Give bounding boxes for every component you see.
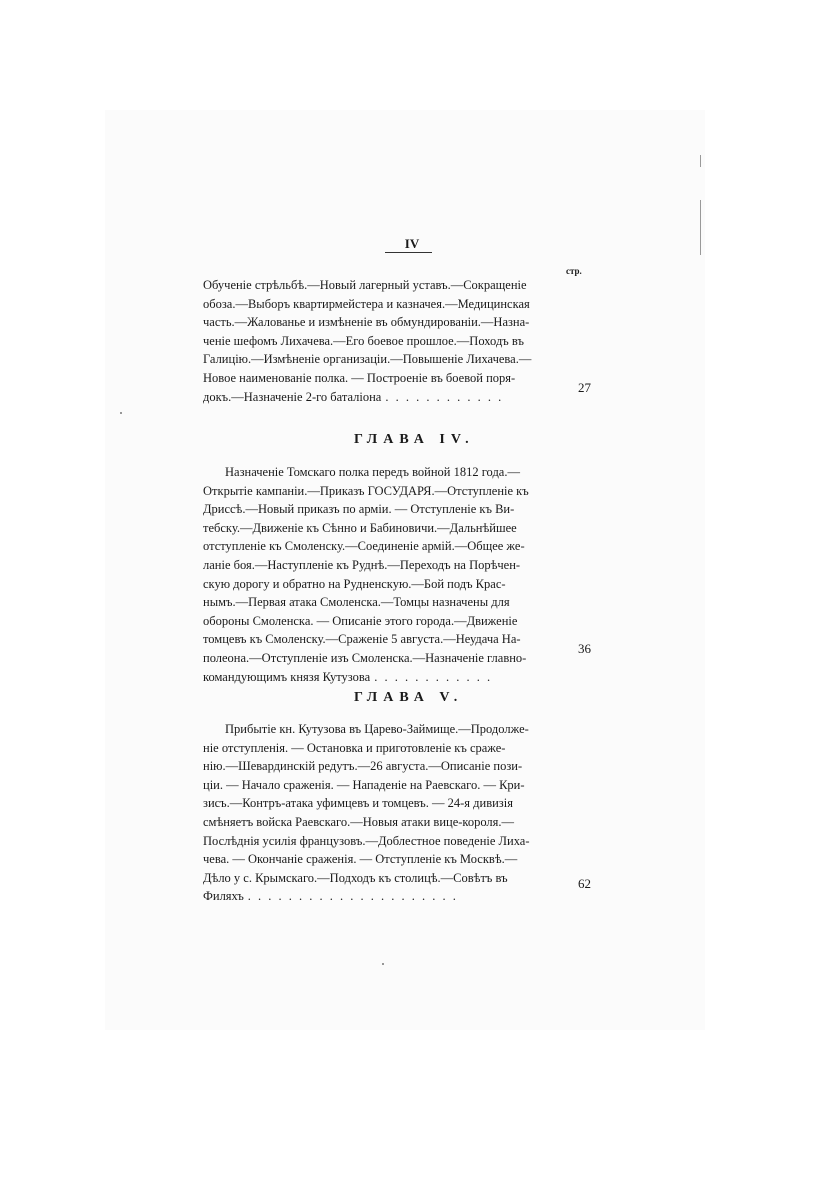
toc-last-line <box>203 668 563 687</box>
toc-entry-chapter-v <box>203 720 563 906</box>
edge-mark-bottom <box>700 200 701 255</box>
toc-line: Новое наименованіе полка. — Построеніе въ боевой поря- <box>203 370 516 385</box>
toc-line: скую дорогу и обратно на Рудненскую.—Бой подъ Крас- <box>203 576 506 591</box>
toc-line: отступленіе къ Смоленску.—Соединеніе армій.—Общее же- <box>203 539 525 554</box>
page-number-rule <box>385 252 432 253</box>
toc-line: ніе отступленія. — Остановка и приготовленіе къ сраже- <box>203 740 506 755</box>
toc-last-line <box>203 887 563 906</box>
toc-last-line <box>203 388 563 407</box>
scan-speck <box>120 412 122 414</box>
chapter-heading-v: ГЛАВА V. <box>354 690 464 705</box>
toc-line: смѣняетъ войска Раевскаго.—Новыя атаки вице-короля.— <box>203 814 515 829</box>
toc-page-number: 36 <box>578 641 591 656</box>
toc-line: Галицію.—Измѣненіе организаціи.—Повышеніе Лихачева.— <box>203 352 532 367</box>
toc-line: чева. — Окончаніе сраженія. — Отступленіе къ Москвѣ.— <box>203 852 518 867</box>
toc-line: тебску.—Движеніе къ Сѣнно и Бабиновичи.—Дальнѣйшее <box>203 520 517 535</box>
toc-line-text: Филяхъ <box>203 889 244 904</box>
toc-line: Прибытіе кн. Кутузова въ Царево-Займище.—Продолже- <box>225 722 529 736</box>
chapter-heading-iv: ГЛАВА IV. <box>354 432 475 447</box>
toc-line-text: докъ.—Назначеніе 2-го баталіона <box>203 389 382 404</box>
toc-entry-chapter-iv <box>203 463 563 686</box>
toc-line: часть.—Жалованье и измѣненіе въ обмундированіи.—Назна- <box>203 315 530 330</box>
edge-mark-top <box>700 155 701 167</box>
toc-line: Дѣло у с. Крымскаго.—Подходъ къ столицѣ.—Совѣтъ въ <box>203 870 508 885</box>
toc-line: томцевъ къ Смоленску.—Сраженіе 5 августа.—Неудача На- <box>203 632 521 647</box>
toc-page-number: 62 <box>578 876 591 891</box>
toc-line: ланіе боя.—Наступленіе къ Руднѣ.—Переходъ на Порѣчен- <box>203 557 521 572</box>
toc-entry-continuation <box>203 276 563 406</box>
toc-line: Послѣднія усилія французовъ.—Доблестное поведеніе Лиха- <box>203 833 530 848</box>
leader-dots: . . . . . . . . . . . . <box>374 669 493 684</box>
page-number: IV <box>404 236 420 251</box>
toc-line: Открытіе кампаніи.—Приказъ ГОСУДАРЯ.—Отступленіе къ <box>203 483 529 498</box>
leader-dots: . . . . . . . . . . . . . . . . . . . . . <box>247 889 458 904</box>
toc-line: полеона.—Отступленіе изъ Смоленска.—Назначеніе главно- <box>203 650 527 665</box>
toc-line: Назначеніе Томскаго полка передъ войной 1812 года.— <box>225 465 520 479</box>
scan-speck <box>382 963 384 965</box>
leader-dots: . . . . . . . . . . . . <box>385 389 504 404</box>
toc-line: Дриссѣ.—Новый приказъ по арміи. — Отступленіе къ Ви- <box>203 502 515 517</box>
page-column-label: стр. <box>566 266 582 276</box>
toc-line: нымъ.—Первая атака Смоленска.—Томцы назначены для <box>203 595 510 610</box>
toc-line: обороны Смоленска. — Описаніе этого города.—Движеніе <box>203 613 518 628</box>
toc-line: ціи. — Начало сраженія. — Нападеніе на Раевскаго. — Кри- <box>203 777 525 792</box>
toc-line: нію.—Шевардинскій редутъ.—26 августа.—Описаніе пози- <box>203 759 523 774</box>
toc-line: Обученіе стрѣльбѣ.—Новый лагерный уставъ.—Сокращеніе <box>203 278 527 292</box>
toc-line: зисъ.—Контръ-атака уфимцевъ и томцевъ. — 24-я дивизія <box>203 796 513 811</box>
toc-line-text: командующимъ князя Кутузова <box>203 669 371 684</box>
toc-line: обоза.—Выборъ квартирмейстера и казначея.—Медицинская <box>203 296 530 311</box>
toc-line: ченіе шефомъ Лихачева.—Его боевое прошлое.—Походъ въ <box>203 333 524 348</box>
toc-page-number: 27 <box>578 380 591 395</box>
